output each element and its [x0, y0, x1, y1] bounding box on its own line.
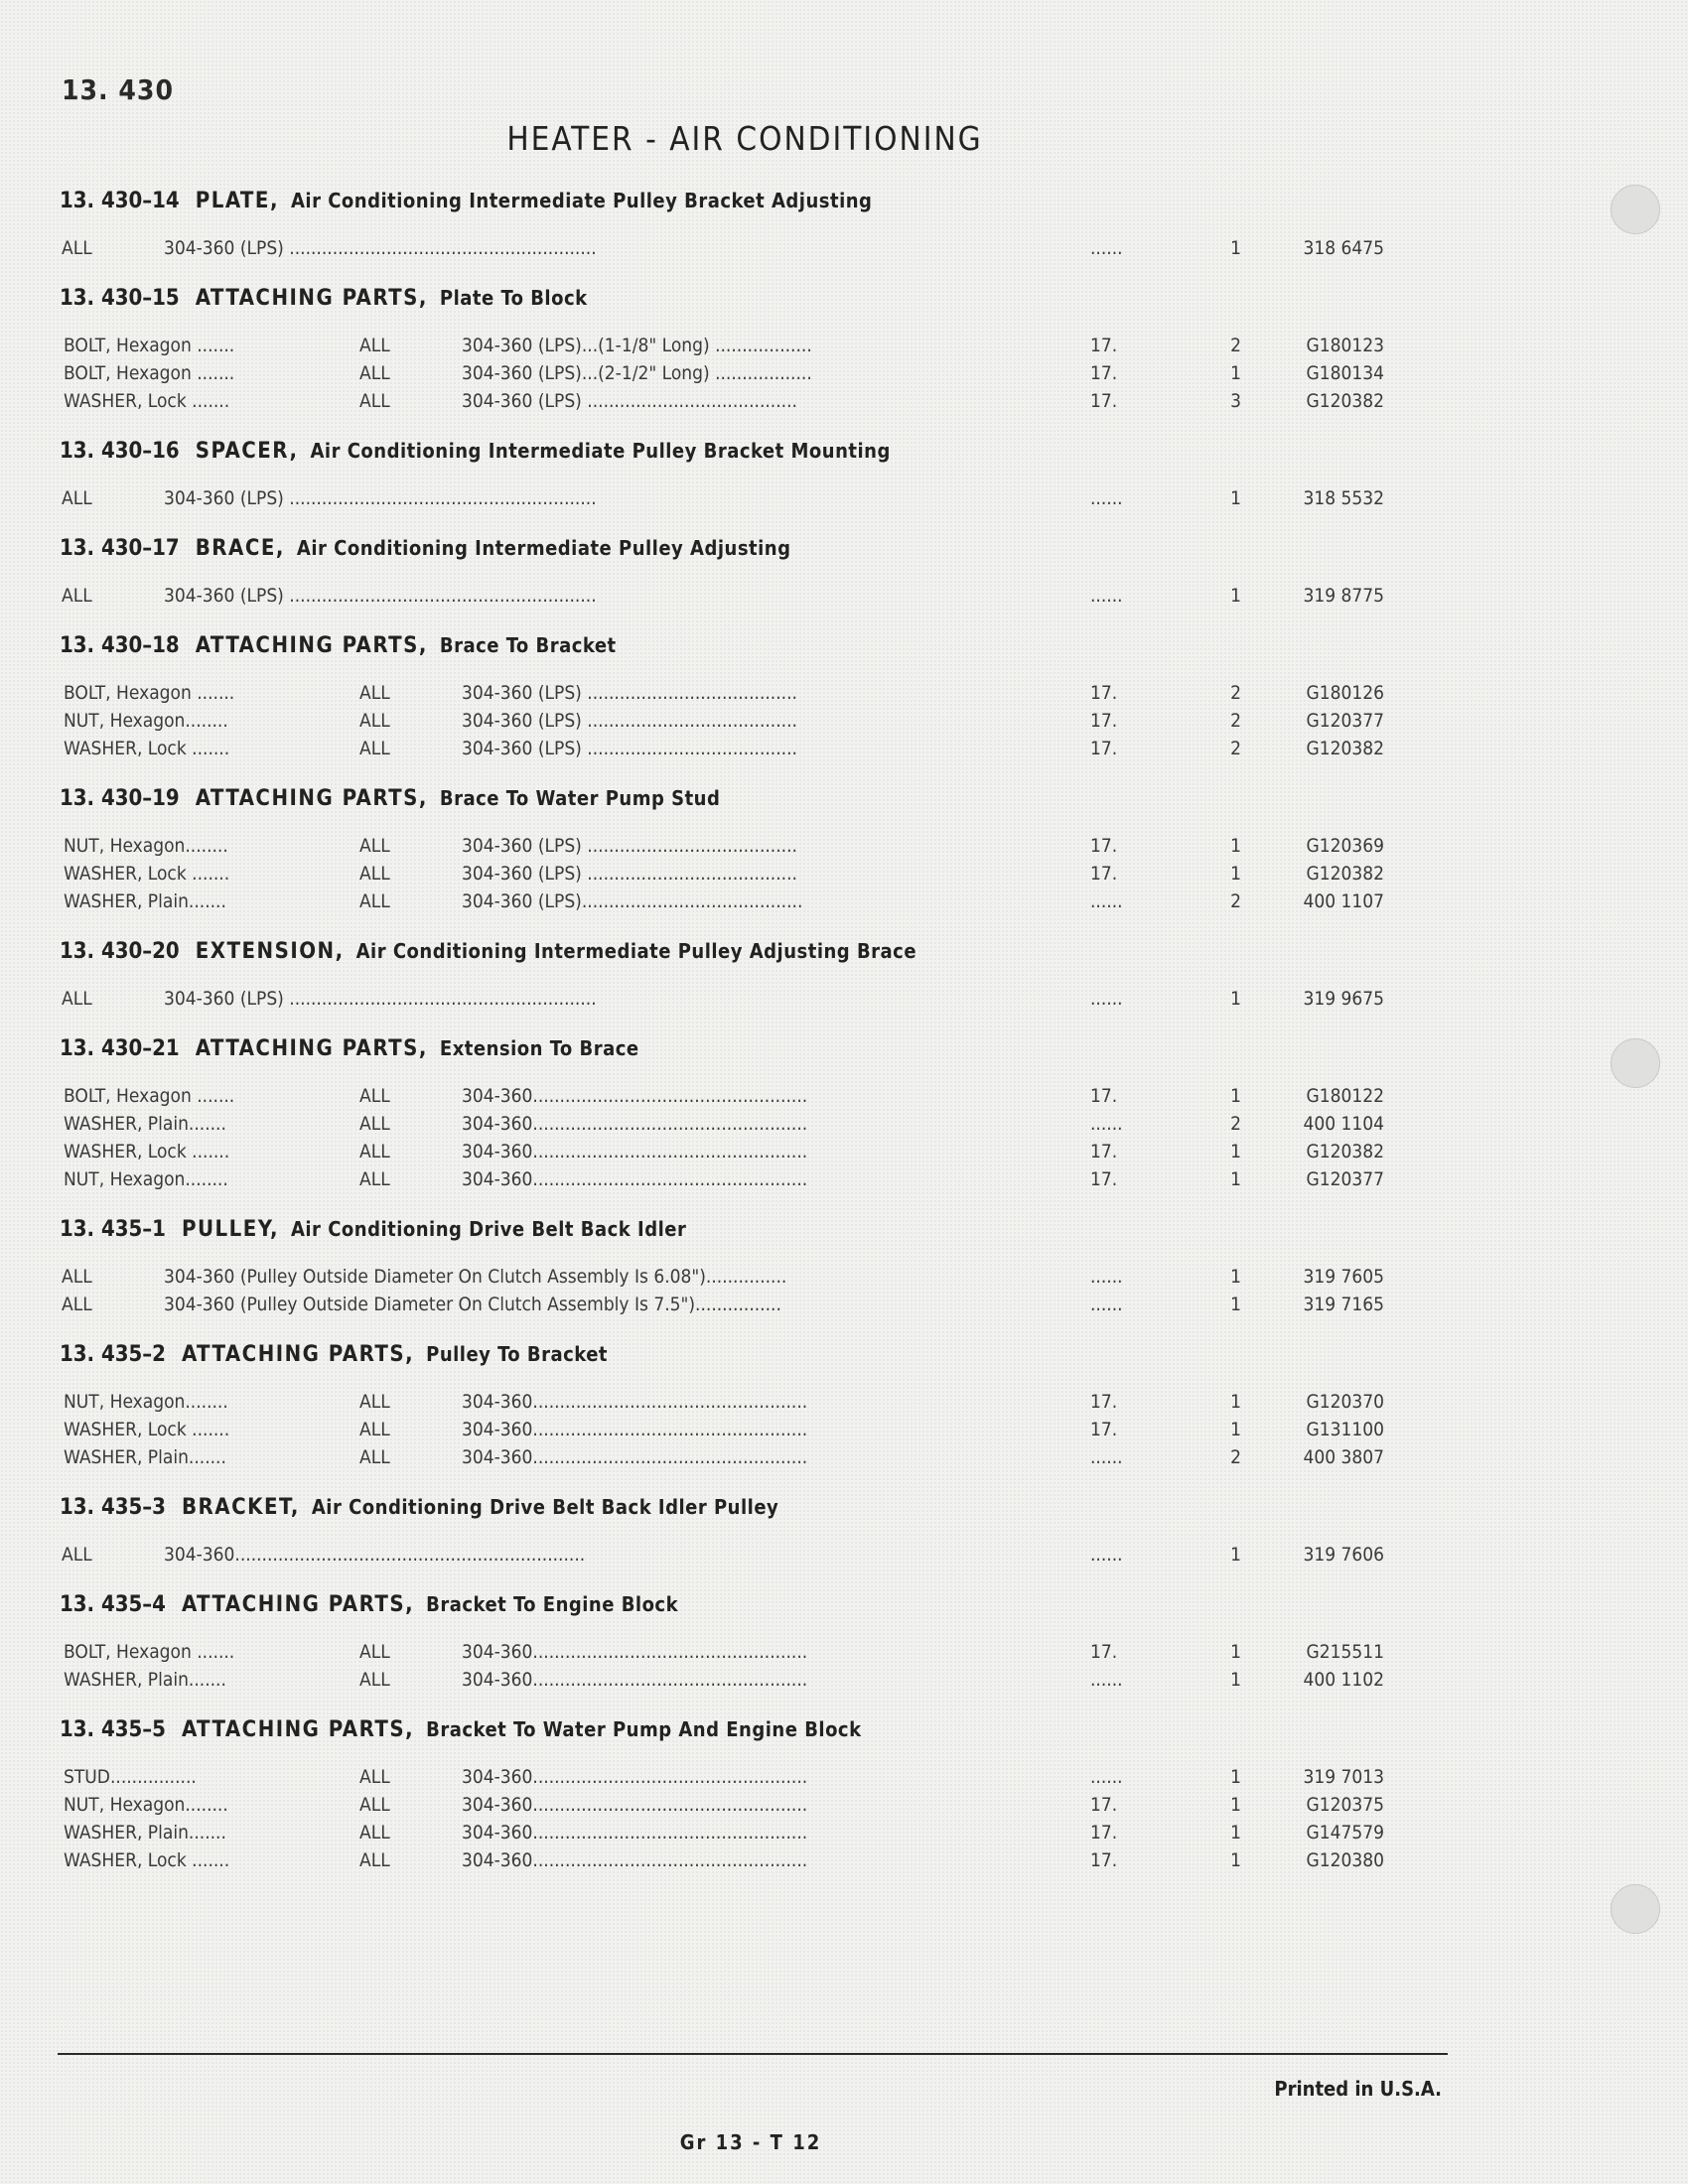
section-header: [60, 1707, 1390, 1751]
parts-section: [60, 776, 1390, 929]
part-name: STUD................: [64, 1766, 197, 1788]
quantity: 1: [1230, 988, 1241, 1010]
part-row: [60, 1846, 1390, 1874]
application-description: 304-360 (LPS) .......................................: [462, 738, 797, 759]
part-name: NUT, Hexagon........: [64, 710, 228, 732]
section-number: 13. 430–15: [60, 286, 180, 311]
model-label: ALL: [359, 362, 390, 384]
part-row: [60, 1416, 1390, 1443]
section-number: 13. 435–4: [60, 1592, 166, 1617]
quantity: 2: [1230, 1113, 1241, 1135]
parts-list: [60, 179, 1390, 1888]
model-label: ALL: [62, 237, 92, 259]
quantity: 1: [1230, 1794, 1241, 1816]
part-name: WASHER, Lock .......: [64, 863, 230, 885]
page-title: HEATER - AIR CONDITIONING: [506, 119, 983, 158]
model-label: ALL: [359, 738, 390, 759]
parts-section: [60, 179, 1390, 276]
reference-number: 17.: [1090, 362, 1118, 384]
section-number: 13. 430–16: [60, 439, 180, 464]
section-number: 13. 430–21: [60, 1036, 180, 1061]
part-number: G120382: [1306, 863, 1384, 885]
section-header: [60, 1332, 1390, 1376]
section-part-name: EXTENSION,: [195, 939, 345, 964]
section-description: Plate To Block: [439, 286, 588, 310]
section-header: [60, 1026, 1390, 1070]
model-label: ALL: [359, 863, 390, 885]
part-row: [60, 1791, 1390, 1819]
parts-section: [60, 1485, 1390, 1582]
quantity: 2: [1230, 890, 1241, 912]
model-label: ALL: [359, 1669, 390, 1691]
part-number: G120377: [1306, 710, 1384, 732]
part-number: 400 1104: [1303, 1113, 1384, 1135]
section-description: Air Conditioning Intermediate Pulley Bracket Mounting: [310, 439, 891, 463]
application-description: 304-360 (LPS) .......................................: [462, 682, 797, 704]
part-name: BOLT, Hexagon .......: [64, 362, 235, 384]
part-row: [60, 1666, 1390, 1694]
section-description: Brace To Water Pump Stud: [439, 786, 721, 810]
section-number: 13. 430–18: [60, 633, 180, 658]
section-part-name: PULLEY,: [181, 1217, 279, 1242]
part-row: [60, 985, 1390, 1013]
part-row: [60, 735, 1390, 762]
application-description: 304-360...................................................: [462, 1446, 808, 1468]
part-name: BOLT, Hexagon .......: [64, 1641, 235, 1663]
reference-number: 17.: [1090, 1419, 1118, 1440]
application-description: 304-360 (Pulley Outside Diameter On Clutch Assembly Is 6.08")...............: [164, 1266, 787, 1288]
part-number: 319 9675: [1303, 988, 1384, 1010]
reference-number: ......: [1090, 1669, 1123, 1691]
quantity: 1: [1230, 585, 1241, 607]
model-label: ALL: [359, 1822, 390, 1843]
quantity: 1: [1230, 1141, 1241, 1162]
quantity: 1: [1230, 1766, 1241, 1788]
model-label: ALL: [62, 487, 92, 509]
reference-number: 17.: [1090, 863, 1118, 885]
part-row: [60, 1819, 1390, 1846]
application-description: 304-360...................................................: [462, 1641, 808, 1663]
application-description: 304-360...................................................: [462, 1766, 808, 1788]
part-number: G120382: [1306, 738, 1384, 759]
quantity: 1: [1230, 1641, 1241, 1663]
part-row: [60, 1082, 1390, 1110]
part-number: 318 6475: [1303, 237, 1384, 259]
model-label: ALL: [359, 890, 390, 912]
part-row: [60, 387, 1390, 415]
footer-rule: [58, 2053, 1448, 2055]
part-name: NUT, Hexagon........: [64, 1794, 228, 1816]
quantity: 1: [1230, 1085, 1241, 1107]
model-label: ALL: [359, 1168, 390, 1190]
reference-number: 17.: [1090, 1085, 1118, 1107]
model-label: ALL: [359, 1141, 390, 1162]
part-name: NUT, Hexagon........: [64, 835, 228, 857]
model-label: ALL: [62, 988, 92, 1010]
quantity: 1: [1230, 1168, 1241, 1190]
part-row: [60, 679, 1390, 707]
part-name: WASHER, Plain.......: [64, 1446, 226, 1468]
section-header: [60, 929, 1390, 973]
model-label: ALL: [359, 835, 390, 857]
model-label: ALL: [359, 1849, 390, 1871]
part-row: [60, 332, 1390, 359]
application-description: 304-360.................................................................: [164, 1544, 586, 1566]
page-number: 13. 430: [62, 73, 174, 106]
part-name: WASHER, Plain.......: [64, 1113, 226, 1135]
model-label: ALL: [359, 710, 390, 732]
part-number: 400 3807: [1303, 1446, 1384, 1468]
section-number: 13. 430–17: [60, 536, 180, 561]
part-row: [60, 1541, 1390, 1569]
part-row: [60, 707, 1390, 735]
quantity: 1: [1230, 1419, 1241, 1440]
quantity: 1: [1230, 362, 1241, 384]
model-label: ALL: [359, 1391, 390, 1413]
part-name: WASHER, Plain.......: [64, 1669, 226, 1691]
quantity: 2: [1230, 1446, 1241, 1468]
parts-section: [60, 1332, 1390, 1485]
part-name: WASHER, Lock .......: [64, 1141, 230, 1162]
parts-section: [60, 623, 1390, 776]
reference-number: ......: [1090, 890, 1123, 912]
part-row: [60, 1638, 1390, 1666]
part-row: [60, 1443, 1390, 1471]
quantity: 1: [1230, 1849, 1241, 1871]
section-header: [60, 1582, 1390, 1626]
model-label: ALL: [62, 1266, 92, 1288]
application-description: 304-360 (LPS) .........................................................: [164, 237, 597, 259]
application-description: 304-360...................................................: [462, 1141, 808, 1162]
part-row: [60, 1763, 1390, 1791]
footer-page-ref: Gr 13 - T 12: [679, 2130, 822, 2154]
application-description: 304-360 (LPS) .......................................: [462, 835, 797, 857]
model-label: ALL: [359, 1766, 390, 1788]
part-number: 318 5532: [1303, 487, 1384, 509]
part-row: [60, 1165, 1390, 1193]
section-description: Air Conditioning Intermediate Pulley Adjusting: [296, 536, 791, 560]
part-name: NUT, Hexagon........: [64, 1168, 228, 1190]
section-number: 13. 435–5: [60, 1717, 166, 1742]
reference-number: 17.: [1090, 1168, 1118, 1190]
quantity: 1: [1230, 863, 1241, 885]
section-header: [60, 1485, 1390, 1529]
part-number: G120380: [1306, 1849, 1384, 1871]
section-part-name: ATTACHING PARTS,: [195, 286, 428, 311]
part-number: G120377: [1306, 1168, 1384, 1190]
quantity: 1: [1230, 1669, 1241, 1691]
quantity: 2: [1230, 738, 1241, 759]
binder-hole: [1611, 1884, 1660, 1934]
model-label: ALL: [359, 1113, 390, 1135]
section-header: [60, 276, 1390, 320]
part-number: 319 7605: [1303, 1266, 1384, 1288]
application-description: 304-360...................................................: [462, 1669, 808, 1691]
application-description: 304-360 (LPS) .........................................................: [164, 487, 597, 509]
part-row: [60, 484, 1390, 512]
part-name: WASHER, Lock .......: [64, 738, 230, 759]
model-label: ALL: [359, 335, 390, 356]
part-number: 400 1107: [1303, 890, 1384, 912]
section-number: 13. 435–3: [60, 1495, 166, 1520]
quantity: 2: [1230, 335, 1241, 356]
part-row: [60, 234, 1390, 262]
model-label: ALL: [359, 1446, 390, 1468]
application-description: 304-360 (LPS)...(1-1/8" Long) ..................: [462, 335, 812, 356]
reference-number: 17.: [1090, 1641, 1118, 1663]
model-label: ALL: [359, 1419, 390, 1440]
section-description: Air Conditioning Intermediate Pulley Adjusting Brace: [355, 939, 917, 963]
reference-number: 17.: [1090, 1391, 1118, 1413]
part-number: 319 7013: [1303, 1766, 1384, 1788]
binder-hole: [1611, 1038, 1660, 1088]
printed-in-usa: Printed in U.S.A.: [1274, 2077, 1442, 2101]
part-name: WASHER, Lock .......: [64, 1419, 230, 1440]
part-name: BOLT, Hexagon .......: [64, 682, 235, 704]
part-row: [60, 1388, 1390, 1416]
part-name: WASHER, Plain.......: [64, 890, 226, 912]
section-part-name: BRACKET,: [181, 1495, 300, 1520]
section-number: 13. 430–19: [60, 786, 180, 811]
quantity: 1: [1230, 1294, 1241, 1315]
part-name: NUT, Hexagon........: [64, 1391, 228, 1413]
application-description: 304-360...................................................: [462, 1419, 808, 1440]
section-description: Air Conditioning Drive Belt Back Idler Pulley: [311, 1495, 779, 1519]
binder-hole: [1611, 185, 1660, 234]
reference-number: ......: [1090, 1294, 1123, 1315]
section-description: Bracket To Engine Block: [426, 1592, 679, 1616]
section-part-name: PLATE,: [195, 189, 279, 213]
part-number: G147579: [1306, 1822, 1384, 1843]
reference-number: 17.: [1090, 682, 1118, 704]
quantity: 1: [1230, 487, 1241, 509]
quantity: 1: [1230, 835, 1241, 857]
section-part-name: ATTACHING PARTS,: [195, 1036, 428, 1061]
part-number: 319 8775: [1303, 585, 1384, 607]
part-number: G131100: [1306, 1419, 1384, 1440]
quantity: 1: [1230, 1391, 1241, 1413]
section-part-name: ATTACHING PARTS,: [181, 1717, 415, 1742]
application-description: 304-360...................................................: [462, 1822, 808, 1843]
parts-section: [60, 1026, 1390, 1207]
section-description: Extension To Brace: [439, 1036, 639, 1060]
section-header: [60, 179, 1390, 222]
section-number: 13. 430–20: [60, 939, 180, 964]
section-header: [60, 1207, 1390, 1251]
part-number: G120369: [1306, 835, 1384, 857]
part-number: 319 7606: [1303, 1544, 1384, 1566]
part-number: 319 7165: [1303, 1294, 1384, 1315]
quantity: 1: [1230, 1822, 1241, 1843]
parts-section: [60, 929, 1390, 1026]
quantity: 1: [1230, 1544, 1241, 1566]
part-number: G215511: [1306, 1641, 1384, 1663]
reference-number: 17.: [1090, 335, 1118, 356]
reference-number: ......: [1090, 487, 1123, 509]
model-label: ALL: [359, 1794, 390, 1816]
part-row: [60, 1291, 1390, 1318]
reference-number: ......: [1090, 1113, 1123, 1135]
model-label: ALL: [62, 1294, 92, 1315]
section-description: Pulley To Bracket: [426, 1342, 609, 1366]
reference-number: ......: [1090, 237, 1123, 259]
quantity: 2: [1230, 682, 1241, 704]
section-description: Air Conditioning Drive Belt Back Idler: [290, 1217, 687, 1241]
section-description: Brace To Bracket: [439, 633, 617, 657]
parts-section: [60, 276, 1390, 429]
application-description: 304-360...................................................: [462, 1849, 808, 1871]
application-description: 304-360 (Pulley Outside Diameter On Clutch Assembly Is 7.5")................: [164, 1294, 781, 1315]
application-description: 304-360...................................................: [462, 1085, 808, 1107]
section-description: Air Conditioning Intermediate Pulley Bracket Adjusting: [290, 189, 873, 212]
part-name: WASHER, Lock .......: [64, 1849, 230, 1871]
reference-number: 17.: [1090, 738, 1118, 759]
model-label: ALL: [359, 1641, 390, 1663]
parts-section: [60, 429, 1390, 526]
quantity: 2: [1230, 710, 1241, 732]
section-header: [60, 526, 1390, 570]
reference-number: ......: [1090, 1266, 1123, 1288]
part-row: [60, 832, 1390, 860]
parts-section: [60, 526, 1390, 623]
application-description: 304-360...................................................: [462, 1113, 808, 1135]
section-part-name: ATTACHING PARTS,: [195, 786, 428, 811]
application-description: 304-360...................................................: [462, 1391, 808, 1413]
reference-number: ......: [1090, 1446, 1123, 1468]
quantity: 3: [1230, 390, 1241, 412]
part-name: BOLT, Hexagon .......: [64, 1085, 235, 1107]
application-description: 304-360...................................................: [462, 1168, 808, 1190]
reference-number: 17.: [1090, 1141, 1118, 1162]
parts-section: [60, 1582, 1390, 1707]
application-description: 304-360 (LPS) .........................................................: [164, 988, 597, 1010]
model-label: ALL: [359, 1085, 390, 1107]
section-number: 13. 435–2: [60, 1342, 166, 1367]
part-row: [60, 359, 1390, 387]
reference-number: ......: [1090, 585, 1123, 607]
section-number: 13. 430–14: [60, 189, 180, 213]
reference-number: 17.: [1090, 390, 1118, 412]
part-number: G180134: [1306, 362, 1384, 384]
reference-number: 17.: [1090, 1822, 1118, 1843]
part-row: [60, 860, 1390, 887]
model-label: ALL: [62, 585, 92, 607]
part-name: BOLT, Hexagon .......: [64, 335, 235, 356]
part-row: [60, 1138, 1390, 1165]
part-name: WASHER, Plain.......: [64, 1822, 226, 1843]
reference-number: 17.: [1090, 835, 1118, 857]
reference-number: ......: [1090, 1766, 1123, 1788]
reference-number: ......: [1090, 988, 1123, 1010]
section-header: [60, 429, 1390, 473]
section-number: 13. 435–1: [60, 1217, 166, 1242]
model-label: ALL: [359, 390, 390, 412]
part-number: G120382: [1306, 1141, 1384, 1162]
application-description: 304-360...................................................: [462, 1794, 808, 1816]
part-number: G180123: [1306, 335, 1384, 356]
parts-section: [60, 1207, 1390, 1332]
section-description: Bracket To Water Pump And Engine Block: [426, 1717, 862, 1741]
parts-section: [60, 1707, 1390, 1888]
section-part-name: ATTACHING PARTS,: [181, 1342, 415, 1367]
application-description: 304-360 (LPS) .......................................: [462, 710, 797, 732]
section-part-name: ATTACHING PARTS,: [195, 633, 428, 658]
reference-number: ......: [1090, 1544, 1123, 1566]
section-header: [60, 776, 1390, 820]
section-part-name: SPACER,: [195, 439, 299, 464]
application-description: 304-360 (LPS) .......................................: [462, 390, 797, 412]
part-number: G180126: [1306, 682, 1384, 704]
model-label: ALL: [62, 1544, 92, 1566]
part-number: G120370: [1306, 1391, 1384, 1413]
application-description: 304-360 (LPS) .......................................: [462, 863, 797, 885]
section-part-name: ATTACHING PARTS,: [181, 1592, 415, 1617]
model-label: ALL: [359, 682, 390, 704]
quantity: 1: [1230, 237, 1241, 259]
application-description: 304-360 (LPS) .........................................................: [164, 585, 597, 607]
part-row: [60, 887, 1390, 915]
part-number: G120375: [1306, 1794, 1384, 1816]
quantity: 1: [1230, 1266, 1241, 1288]
application-description: 304-360 (LPS).........................................: [462, 890, 803, 912]
section-part-name: BRACE,: [195, 536, 285, 561]
section-header: [60, 623, 1390, 667]
part-number: 400 1102: [1303, 1669, 1384, 1691]
part-row: [60, 582, 1390, 610]
part-row: [60, 1263, 1390, 1291]
part-number: G180122: [1306, 1085, 1384, 1107]
reference-number: 17.: [1090, 1849, 1118, 1871]
part-name: WASHER, Lock .......: [64, 390, 230, 412]
application-description: 304-360 (LPS)...(2-1/2" Long) ..................: [462, 362, 812, 384]
reference-number: 17.: [1090, 1794, 1118, 1816]
reference-number: 17.: [1090, 710, 1118, 732]
part-row: [60, 1110, 1390, 1138]
part-number: G120382: [1306, 390, 1384, 412]
